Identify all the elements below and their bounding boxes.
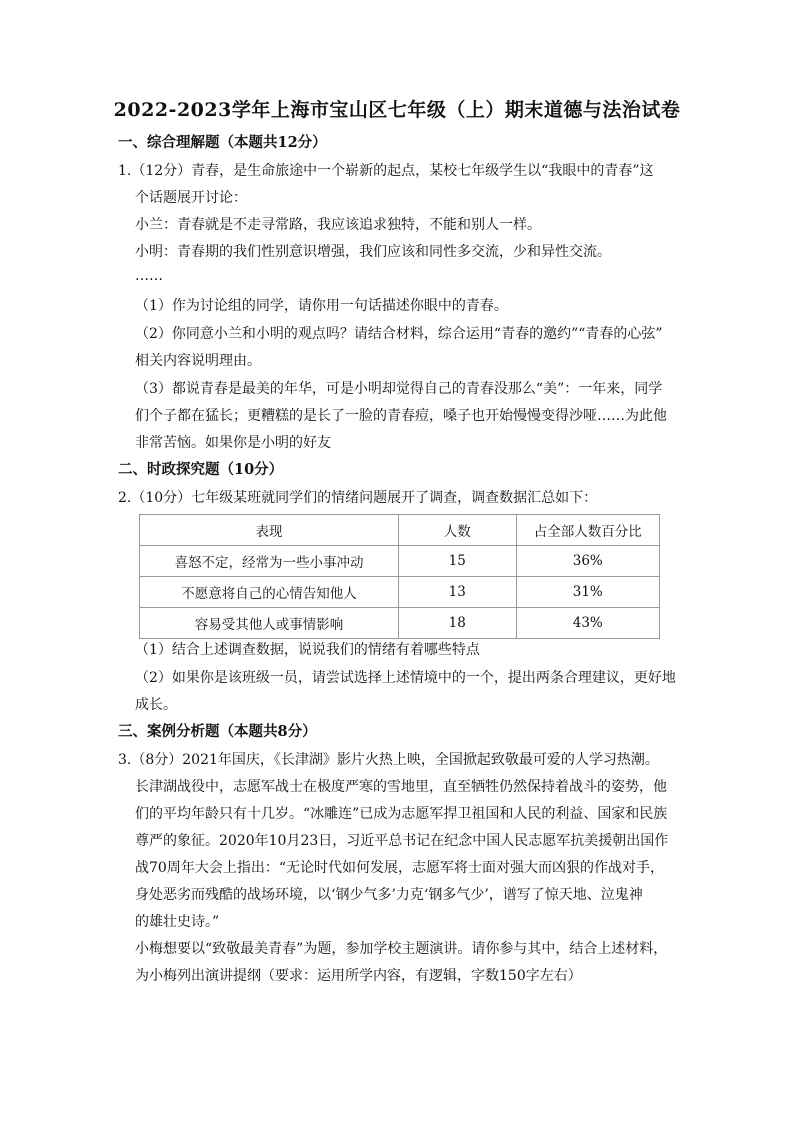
table-cell: 喜怒不定，经常为一些小事冲动 <box>140 546 399 577</box>
question-3-line: 为小梅列出演讲提纲（要求：运用所学内容，有逻辑，字数150字左右） <box>135 968 582 984</box>
table-cell: 43% <box>516 608 660 639</box>
question-1-subquestion: （2）你同意小兰和小明的观点吗？请结合材料，综合运用“青春的邀约”“青春的心弦” <box>135 326 663 342</box>
table-header-cell: 人数 <box>398 515 516 546</box>
table-cell: 13 <box>398 577 516 608</box>
section-heading-3: 三、案例分析题（本题共8分） <box>118 723 317 740</box>
question-3-line: 的雄壮史诗。” <box>135 914 220 930</box>
table-cell: 18 <box>398 608 516 639</box>
table-cell: 不愿意将自己的心情告知他人 <box>140 577 399 608</box>
table-cell: 36% <box>516 546 660 577</box>
question-3-line: 尊严的象征。2020年10月23日，习近平总书记在纪念中国人民志愿军抗美援朝出国作 <box>135 833 669 849</box>
question-1-line: 非常苦恼。如果你是小明的好友 <box>135 435 331 451</box>
question-1-line: 们个子都在猛长；更糟糕的是长了一脸的青春痘，嗓子也开始慢慢变得沙哑……为此他 <box>135 408 667 424</box>
question-2-intro: 2.（10分）七年级某班就同学们的情绪问题展开了调查，调查数据汇总如下： <box>118 490 598 506</box>
question-2-line: 成长。 <box>135 697 177 713</box>
question-1-line: 个话题展开讨论： <box>135 190 247 206</box>
question-1-line: 小明：青春期的我们性别意识增强，我们应该和同性多交流，少和异性交流。 <box>135 244 611 260</box>
question-2-subquestion: （1）结合上述调查数据，说说我们的情绪有着哪些特点 <box>135 642 480 658</box>
question-3-line: 小梅想要以“致敬最美青春”为题，参加学校主题演讲。请你参与其中，结合上述材料， <box>135 941 668 957</box>
table-row <box>140 546 660 577</box>
question-1-line: 小兰：青春就是不走寻常路，我应该追求独特，不能和别人一样。 <box>135 217 541 233</box>
question-1-line: 1.（12分）青春，是生命旅途中一个崭新的起点，某校七年级学生以“我眼中的青春”这 <box>118 163 654 179</box>
table-row <box>140 577 660 608</box>
table-header-cell: 表现 <box>140 515 399 546</box>
question-3-line: 身处恶劣而残酷的战场环境，以‘钢少气多’力克‘钢多气少’，谱写了惊天地、泣鬼神 <box>135 887 643 903</box>
table-cell: 容易受其他人或事情影响 <box>140 608 399 639</box>
question-2-subquestion: （2）如果你是该班级一员，请尝试选择上述情境中的一个，提出两条合理建议，更好地 <box>135 670 676 686</box>
question-3-line: 3.（8分）2021年国庆，《长津湖》影片火热上映，全国掀起致敬最可爱的人学习热潮。 <box>118 752 659 768</box>
question-3-line: 们的平均年龄只有十几岁。“冰雕连”已成为志愿军捍卫祖国和人民的利益、国家和民族 <box>135 806 668 822</box>
survey-table <box>139 514 660 639</box>
question-1-subquestion: （3）都说青春是最美的年华，可是小明却觉得自己的青春没那么“美”：一年来，同学 <box>135 381 663 397</box>
table-row <box>140 608 660 639</box>
section-heading-2: 二、时政探究题（10分） <box>118 461 284 478</box>
question-1-line: 相关内容说明理由。 <box>135 353 261 369</box>
question-1-subquestion: （1）作为讨论组的同学，请你用一句话描述你眼中的青春。 <box>135 298 508 314</box>
page-title: 2022-2023学年上海市宝山区七年级（上）期末道德与法治试卷 <box>113 99 681 121</box>
section-heading-1: 一、综合理解题（本题共12分） <box>118 134 327 151</box>
question-3-line: 长津湖战役中，志愿军战士在极度严寒的雪地里，直至牺牲仍然保持着战斗的姿势，他 <box>135 779 667 795</box>
question-1-line: …… <box>135 268 163 284</box>
table-cell: 31% <box>516 577 660 608</box>
table-header-cell: 占全部人数百分比 <box>516 515 660 546</box>
table-header-row <box>140 515 660 546</box>
table-cell: 15 <box>398 546 516 577</box>
question-3-line: 战70周年大会上指出：“无论时代如何发展，志愿军将士面对强大而凶狠的作战对手， <box>135 860 664 876</box>
